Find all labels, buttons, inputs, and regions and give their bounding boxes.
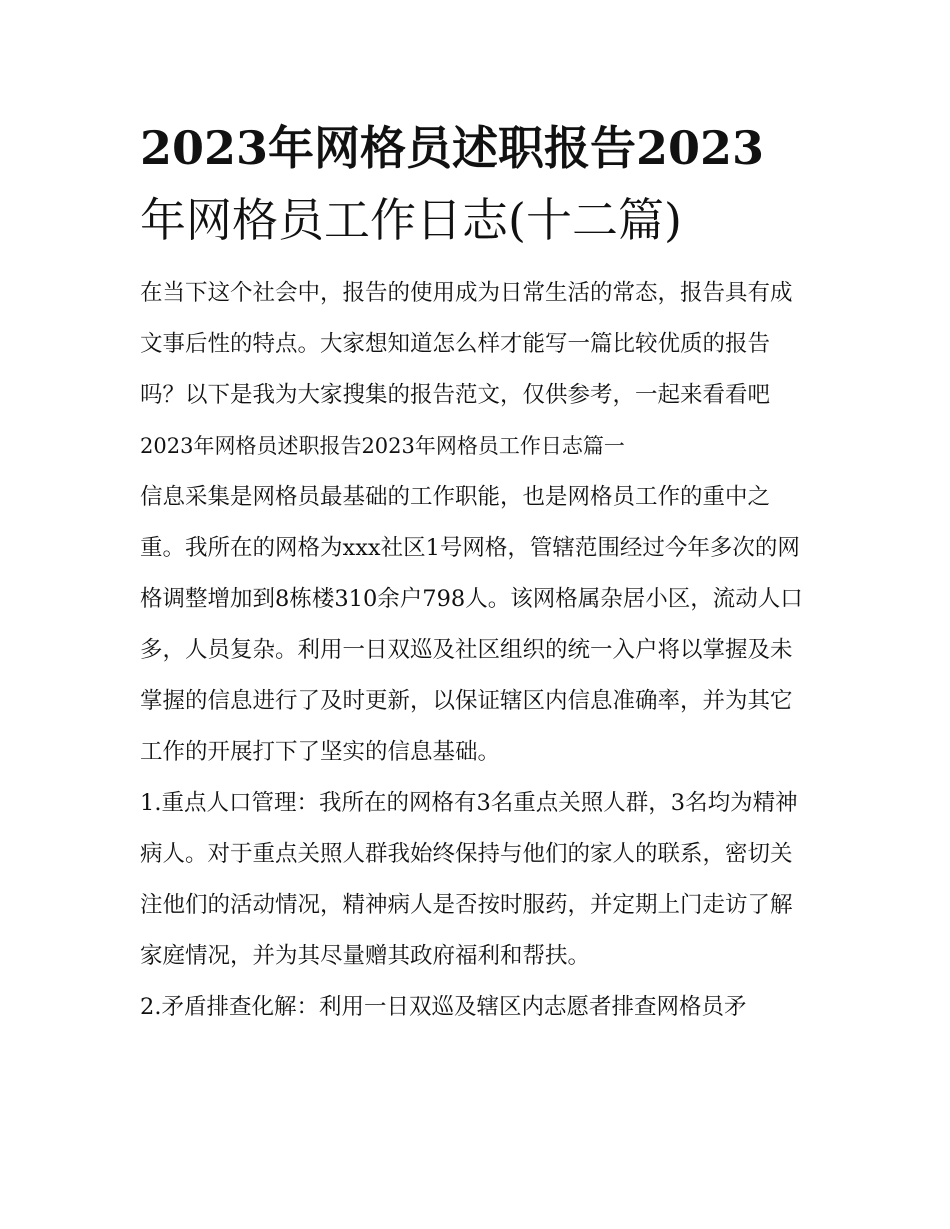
body-paragraph-3: 2.矛盾排查化解：利用一日双巡及辖区内志愿者排查网格员矛 <box>140 994 747 1020</box>
section-heading: 2023年网格员述职报告2023年网格员工作日志篇一 <box>140 434 625 458</box>
document-page <box>140 112 812 1033</box>
title-line-2: 年网格员工作日志(十二篇) <box>140 193 682 247</box>
document-title <box>140 112 812 256</box>
intro-paragraph: 在当下这个社会中，报告的使用成为日常生活的常态，报告具有成文事后性的特点。大家想知道怎么样才能写一篇比较优质的报告吗？以下是我为大家搜集的报告范文，仅供参考，一起来看看吧 <box>140 280 793 408</box>
body-paragraph-1: 信息采集是网格员最基础的工作职能，也是网格员工作的重中之重。我所在的网格为xxx社区1号网格，管辖范围经过今年多次的网格调整增加到8栋楼310余户798人。该网格属杂居小区，流动人口多，人员复杂。利用一日双巡及社区组织的统一入户将以掌握及未掌握的信息进行了及时更新，以保证辖区内信息准确率，并为其它工作的开展打下了坚实的信息基础。 <box>140 484 803 765</box>
body-paragraph-2: 1.重点人口管理：我所在的网格有3名重点关照人群，3名均为精神病人。对于重点关照人群我始终保持与他们的家人的联系，密切关注他们的活动情况，精神病人是否按时服药，并定期上门走访了解家庭情况，并为其尽量赠其政府福利和帮扶。 <box>140 790 798 969</box>
title-line-1: 2023年网格员述职报告2023 <box>140 121 765 175</box>
